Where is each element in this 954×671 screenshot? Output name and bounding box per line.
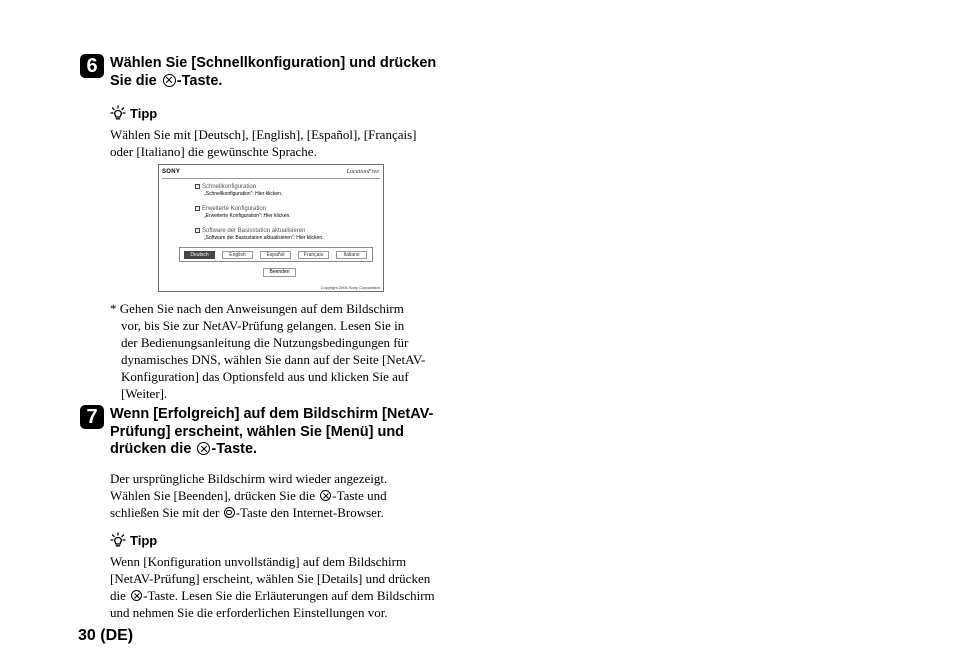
circle-button-icon [224, 507, 235, 518]
lightbulb-icon [110, 105, 126, 121]
footnote-line: [Weiter]. [121, 386, 168, 401]
step-7-badge: 7 [80, 405, 104, 429]
tip-2-label: Tipp [130, 532, 158, 548]
step-6-heading-line: Wählen Sie [Schnellkonfiguration] und drücken [110, 55, 437, 71]
arrow-box-icon [195, 184, 200, 189]
footnote-line: Konfiguration] das Optionsfeld aus und klicken Sie auf [121, 369, 409, 384]
step-7-heading-line: drücken die -Taste. [110, 441, 258, 457]
tip-1-header [110, 105, 157, 121]
arrow-box-icon [195, 228, 200, 233]
page-number: 30 (DE) [78, 627, 134, 644]
footnote-line: vor, bis Sie zur NetAV-Prüfung gelangen. Lesen Sie in [121, 318, 405, 333]
step-7-text [110, 470, 387, 521]
step-6-badge: 6 [80, 54, 104, 78]
cross-button-icon [320, 490, 331, 501]
footnote-line: der Bedienungsanleitung die Nutzungsbedingungen für [121, 335, 409, 350]
arrow-box-icon [195, 206, 200, 211]
option-software-aktualisieren[interactable]: Software der Basisstation aktualisieren „Software der Basisstation aktualisieren“: Hier klicken. [195, 227, 324, 242]
tip-2-line: Wenn [Konfiguration unvollständig] auf dem Bildschirm [110, 554, 407, 569]
locationfree-logo: LocationFree [346, 169, 379, 175]
cross-button-icon [197, 442, 210, 455]
option-erweiterte-konfiguration[interactable]: Erweiterte Konfiguration „Erweiterte Konfiguration“: Hier klicken. [195, 205, 291, 220]
footnote-marker: * [110, 301, 117, 316]
language-button-francais[interactable]: Français [298, 251, 329, 259]
language-selector [179, 247, 373, 262]
sony-logo: SONY [162, 169, 181, 175]
footnote-line: * Gehen Sie nach den Anweisungen auf dem Bildschirm [110, 301, 404, 316]
step-7-heading-line: Prüfung] erscheint, wählen Sie [Menü] und [110, 423, 405, 440]
footnote-line: dynamisches DNS, wählen Sie dann auf der Seite [NetAV- [121, 352, 426, 367]
lightbulb-icon [110, 532, 126, 548]
language-button-english[interactable]: English [222, 251, 253, 259]
copyright-text: Copyright 2006 Sony Corporation [320, 285, 380, 290]
step-6-heading-line: Sie die -Taste. [110, 72, 223, 89]
tip-2-line: [NetAV-Prüfung] erscheint, wählen Sie [Details] und drücken [110, 571, 431, 586]
option-schnellkonfiguration[interactable]: Schnellkonfiguration „Schnellkonfiguration“: Hier klicken. [195, 183, 282, 198]
tip-2-line: und nehmen Sie die erforderlichen Einstellungen vor. [110, 605, 388, 620]
step-7-line: schließen Sie mit der -Taste den Internet-Browser. [110, 505, 384, 520]
step-7-line: Wählen Sie [Beenden], drücken Sie die -Taste und [110, 488, 387, 503]
tip-2-header [110, 532, 157, 548]
exit-button[interactable]: Beenden [263, 268, 296, 277]
header-divider [162, 178, 380, 179]
tip-1-line: Wählen Sie mit [Deutsch], [English], [Español], [Français] [110, 127, 417, 142]
footnote [110, 300, 425, 402]
tip-1-line: oder [Italiano] die gewünschte Sprache. [110, 144, 317, 159]
step-6-heading [110, 55, 436, 90]
step-7-line: Der ursprüngliche Bildschirm wird wieder angezeigt. [110, 471, 388, 486]
screenshot-figure [158, 164, 384, 292]
language-button-deutsch[interactable]: Deutsch [184, 251, 215, 259]
tip-2-line: die -Taste. Lesen Sie die Erläuterungen auf dem Bildschirm [110, 588, 435, 603]
tip-2-text [110, 553, 435, 621]
cross-button-icon [131, 590, 142, 601]
step-7-heading [110, 406, 433, 459]
tip-1-text [110, 126, 417, 160]
language-button-espanol[interactable]: Español [260, 251, 291, 259]
language-button-italiano[interactable]: Italiano [336, 251, 367, 259]
step-7-heading-line: Wenn [Erfolgreich] auf dem Bildschirm [NetAV- [110, 406, 434, 422]
tip-1-label: Tipp [130, 105, 158, 121]
cross-button-icon [163, 74, 176, 87]
